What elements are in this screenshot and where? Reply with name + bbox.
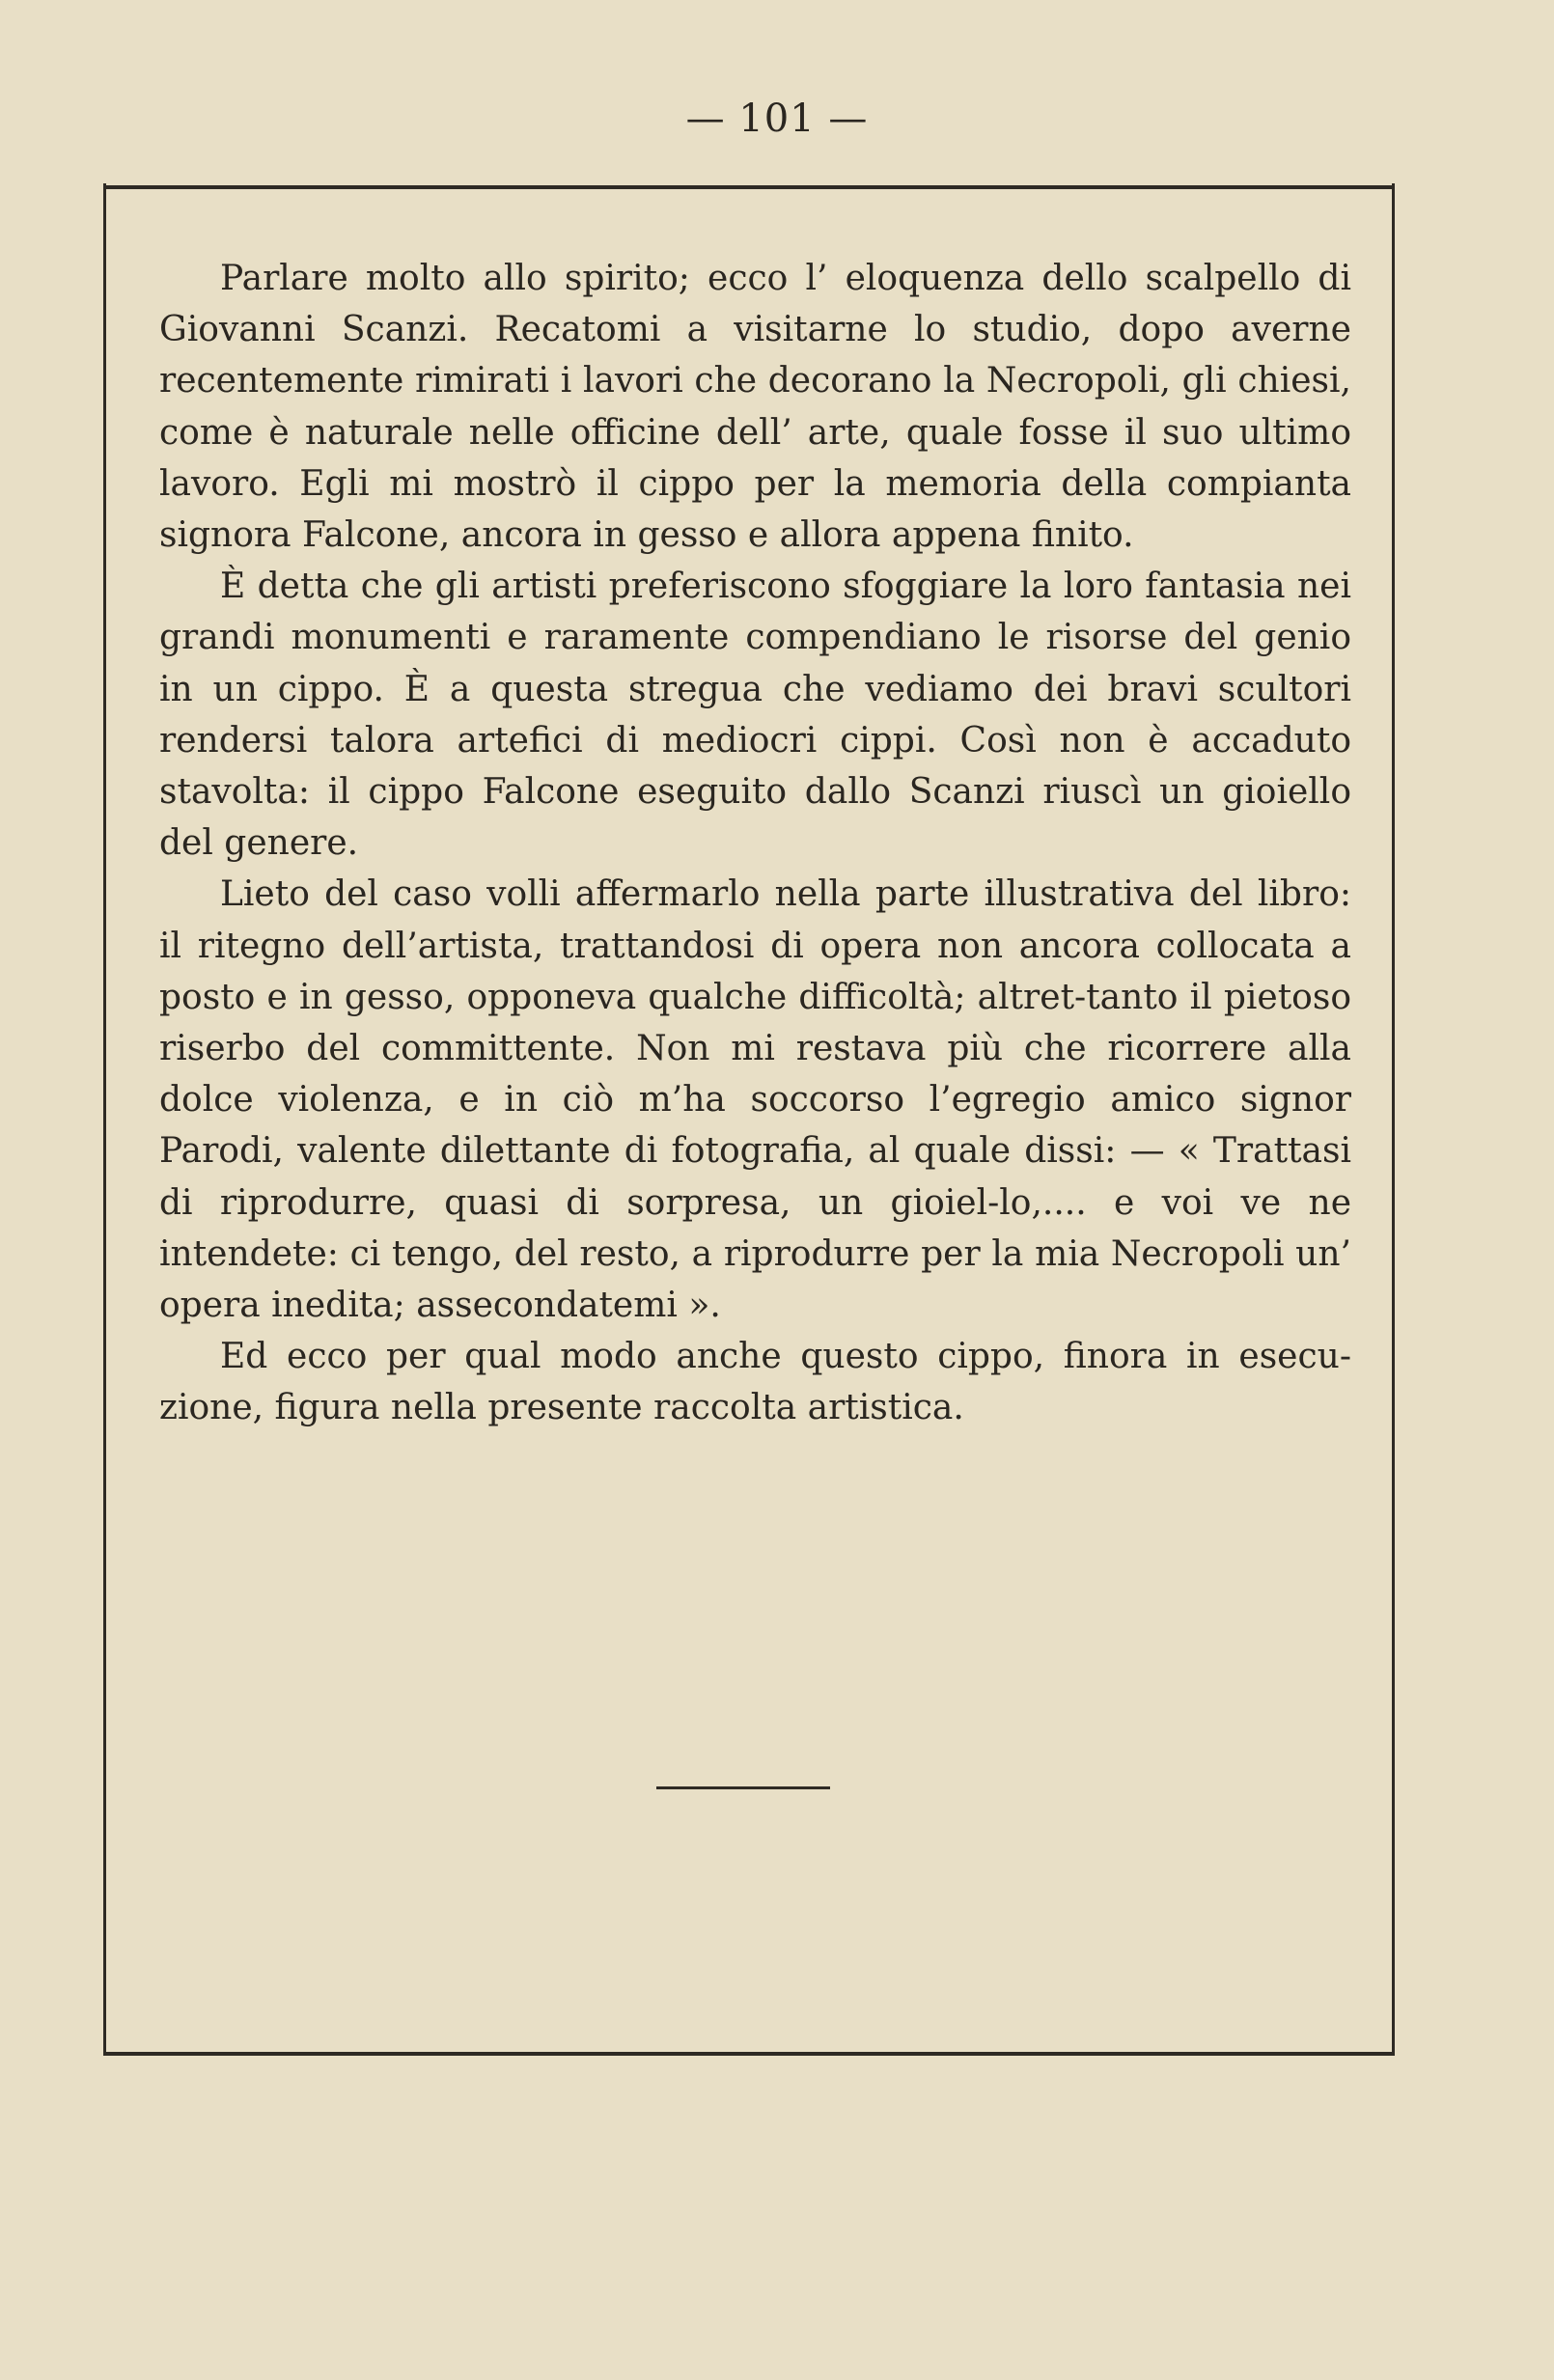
- page-number: — 101 —: [685, 97, 869, 141]
- paragraph-1: Parlare molto allo spirito; ecco l’ eloquenza dello scalpello di Giovanni Scanzi. Recatomi a visitarne lo studio, dopo averne recentemente rimirati i lavori che decorano la Necropoli, gli chiesi, come è naturale nelle officine dell’ arte, quale fosse il suo ultimo lavoro. Egli mi mostrò il cippo per la memoria della compianta signora Falcone, ancora in gesso e allora appena finito.: [159, 259, 1351, 556]
- top-rule: [103, 185, 1395, 189]
- paragraph-4: Ed ecco per qual modo anche questo cippo, finora in esecu-zione, figura nella presente raccolta artistica.: [159, 1337, 1351, 1428]
- section-separator: [656, 1786, 830, 1789]
- paragraph-2: È detta che gli artisti preferiscono sfoggiare la loro fantasia nei grandi monumenti e raramente compendiano le risorse del genio in un cippo. È a questa stregua che vediamo dei bravi scultori rendersi talora artefici di mediocri cippi. Così non è accaduto stavolta: il cippo Falcone eseguito dallo Scanzi riuscì un gioiello del genere.: [159, 567, 1351, 864]
- body-text: [159, 253, 1351, 1434]
- bottom-rule: [103, 2052, 1395, 2056]
- paragraph-3: Lieto del caso volli affermarlo nella parte illustrativa del libro: il ritegno dell’artista, trattandosi di opera non ancora collocata a posto e in gesso, opponeva qualche difficoltà; altret-tanto il pietoso riserbo del committente. Non mi restava più che ricorrere alla dolce violenza, e in ciò m’ha soccorso l’egregio amico signor Parodi, valente dilettante di fotografia, al quale dissi: — « Trattasi di riprodurre, quasi di sorpresa, un gioiel-lo,.... e voi ve ne intendete: ci tengo, del resto, a riprodurre per la mia Necropoli un’ opera inedita; assecondatemi ».: [159, 874, 1351, 1326]
